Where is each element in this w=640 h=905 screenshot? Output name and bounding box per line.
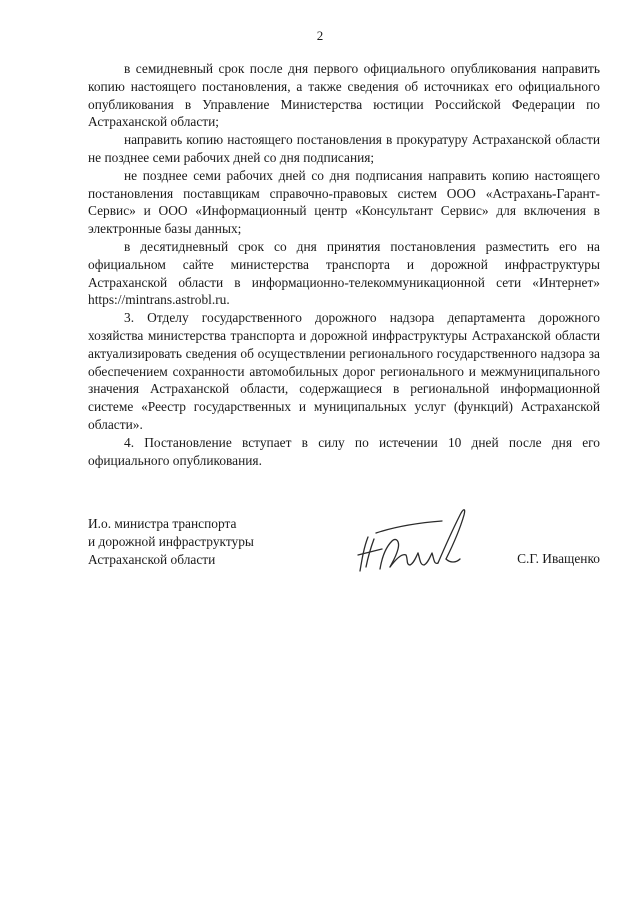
signer-title bbox=[88, 515, 308, 568]
signer-title-line: и дорожной инфраструктуры bbox=[88, 533, 254, 549]
paragraph-website-publication: в десятидневный срок со дня принятия постановления разместить его на официальном сайте министерства транспорта и дорожной инфраструктуры Астраханской области в информационно-телекоммуникационной сети «Интернет» https://mintrans.astrobl.ru. bbox=[88, 238, 600, 308]
paragraph-item-3: 3. Отделу государственного дорожного надзора департамента дорожного хозяйства министерства транспорта и дорожной инфраструктуры Астраханской области актуализировать сведения об осуществлении регионального государственного надзора за обеспечением сохранности автомобильных дорог регионального и межмуниципального значения Астраханской области, содержащиеся в региональной информационной системе «Реестр государственных и муниципальных услуг (функций) Астраханской области». bbox=[88, 310, 600, 432]
paragraph-prosecutor-copy: направить копию настоящего постановления в прокуратуру Астраханской области не позднее семи рабочих дней со дня подписания; bbox=[88, 132, 600, 165]
paragraph-item-4: 4. Постановление вступает в силу по истечении 10 дней после дня его официального опубликования. bbox=[88, 434, 600, 468]
document-body bbox=[88, 60, 600, 469]
paragraph-publication-copy: в семидневный срок после дня первого официального опубликования направить копию настоящего постановления, а также сведения об источниках его официального опубликования в Управление Министерства юстиции Российской Федерации по Астраханской области; bbox=[88, 61, 600, 130]
signer-name: С.Г. Иващенко bbox=[517, 551, 600, 566]
signer-title-line: Астраханской области bbox=[88, 551, 216, 567]
signature-block bbox=[88, 515, 600, 585]
page-number: 2 bbox=[316, 28, 324, 43]
paragraph-legal-systems-copy: не позднее семи рабочих дней со дня подписания направить копию настоящего постановления поставщикам справочно-правовых систем ООО «Астрахань-Гарант-Сервис» и ООО «Информационный центр «Консультант Сервис» для включения в электронные базы данных; bbox=[88, 167, 600, 237]
handwritten-signature bbox=[346, 497, 476, 585]
signer-title-line: И.о. министра транспорта bbox=[88, 516, 237, 531]
